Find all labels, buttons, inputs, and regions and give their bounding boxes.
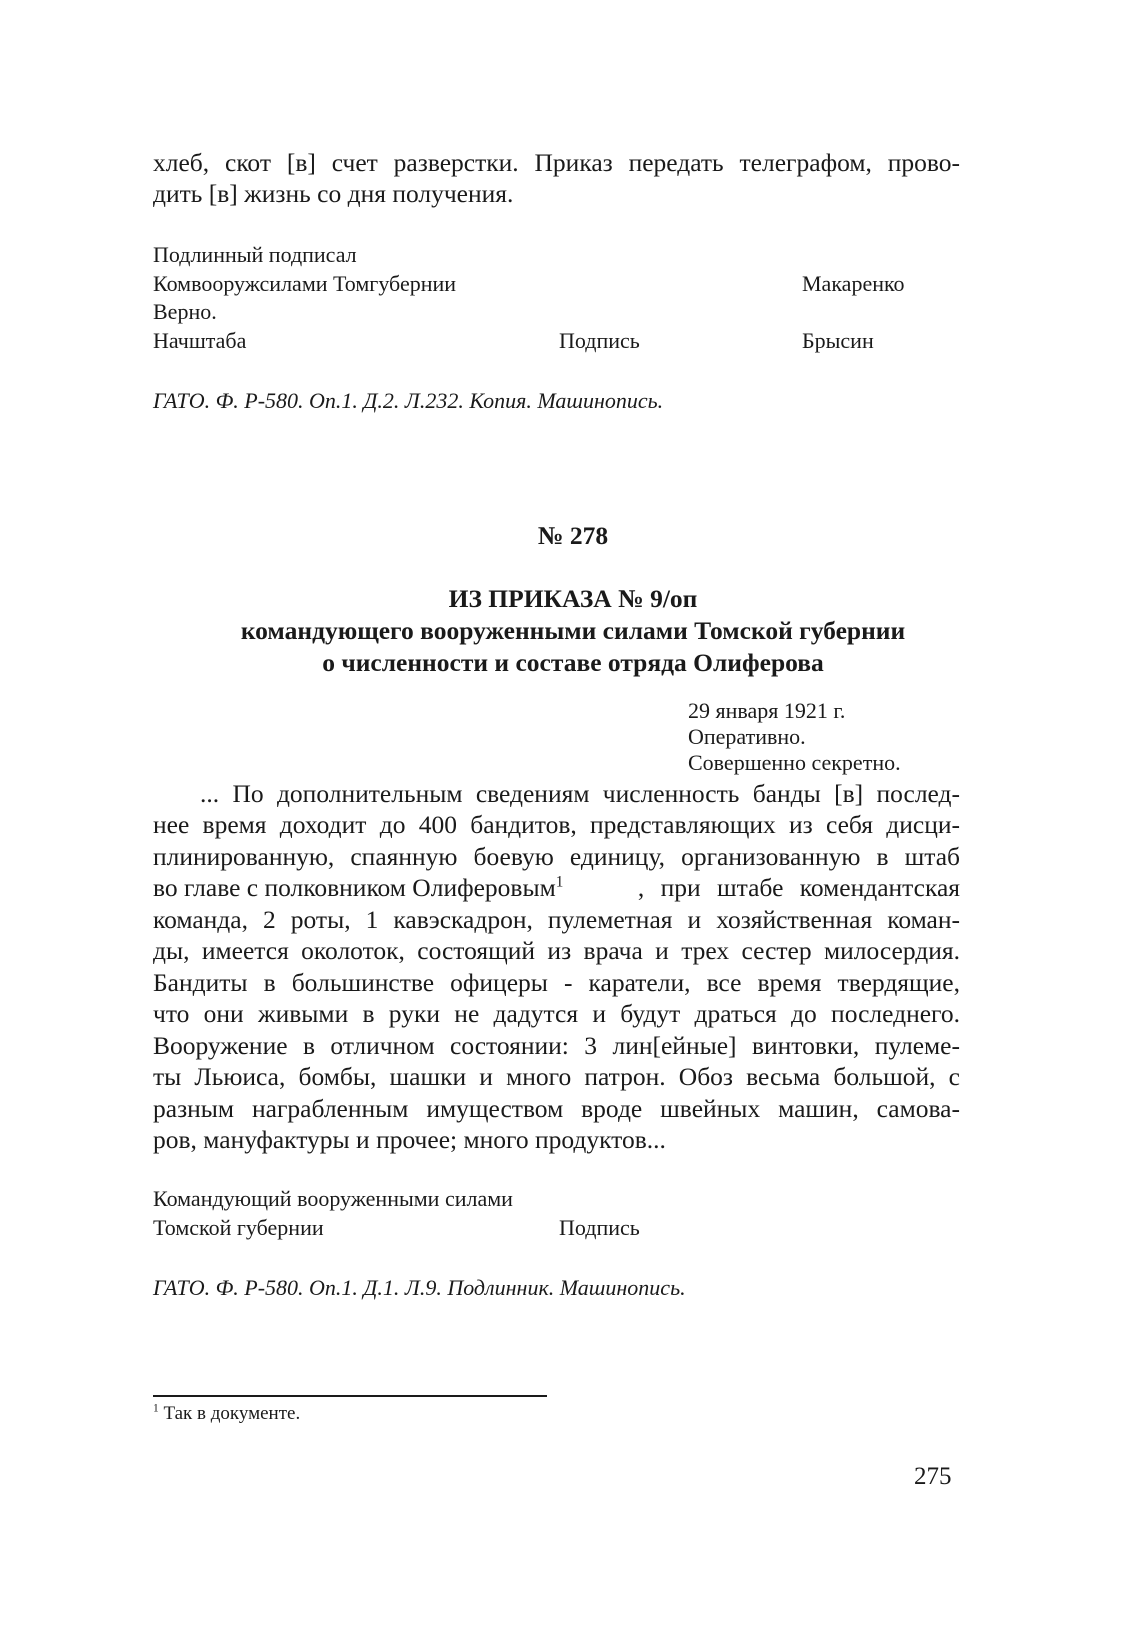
document-title-line-1: ИЗ ПРИКАЗА № 9/оп — [448, 584, 698, 613]
body-line-2: нее время доходит до 400 бандитов, представляющих из себя дисци- — [153, 810, 960, 839]
document-date: 29 января 1921 г. — [688, 698, 846, 723]
document-note-operative: Оперативно. — [688, 724, 806, 749]
footnote — [153, 1403, 300, 1425]
prev-sig-commander-title: Комвооружсилами Томгубернии — [153, 271, 457, 296]
document-title-line-3: о численности и составе отряда Олиферова — [322, 648, 824, 677]
body-line-9: Вооружение в отличном состоянии: 3 лин[ейные] винтовки, пулеме- — [153, 1031, 960, 1060]
prev-sig-chief-title: Начштаба — [153, 328, 247, 353]
body-line-5: команда, 2 роты, 1 кавэскадрон, пулеметная и хозяйственная коман- — [153, 905, 960, 934]
footnote-reference: 1 — [555, 873, 564, 891]
page-number: 275 — [914, 1463, 952, 1490]
body-line-4b: , при штабе комендантская — [637, 873, 960, 902]
body-line-10: ты Льюиса, бомбы, шашки и много патрон. Обоз весьма большой, с — [153, 1062, 960, 1091]
document-number: № 278 — [537, 521, 609, 550]
doc-sig-line-1: Командующий вооруженными силами — [153, 1186, 513, 1211]
prev-text-line-1: хлеб, скот [в] счет разверстки. Приказ передать телеграфом, прово- — [153, 148, 960, 177]
body-line-7: Бандиты в большинстве офицеры - каратели, все время твердящие, — [153, 968, 960, 997]
prev-sig-chief-name: Брысин — [802, 328, 874, 353]
prev-sig-original: Подлинный подписал — [153, 242, 357, 267]
body-line-3: плинированную, спаянную боевую единицу, организованную в штаб — [153, 842, 960, 871]
footnote-separator — [153, 1395, 547, 1397]
prev-sig-verno: Верно. — [153, 299, 217, 324]
prev-text-line-2: дить [в] жизнь со дня получения. — [153, 179, 514, 208]
prev-archive-source: ГАТО. Ф. Р-580. Оп.1. Д.2. Л.232. Копия. Машинопись. — [153, 388, 664, 413]
body-line-1: ... По дополнительным сведениям численность банды [в] послед- — [200, 779, 960, 808]
document-title-line-2: командующего вооруженными силами Томской губернии — [240, 616, 906, 645]
doc-sig-mark: Подпись — [559, 1215, 640, 1240]
prev-sig-chief-mark: Подпись — [559, 328, 640, 353]
doc-sig-line-2: Томской губернии — [153, 1215, 324, 1240]
body-line-11: разным награбленным имуществом вроде швейных машин, самова- — [153, 1094, 960, 1123]
body-line-4-text: во главе с полковником Олиферовым — [153, 873, 556, 902]
footnote-text: Так в документе. — [163, 1403, 301, 1424]
prev-sig-commander-name: Макаренко — [802, 271, 905, 296]
body-line-8: что они живыми в руки не дадутся и будут драться до последнего. — [153, 999, 960, 1028]
body-line-12: ров, мануфактуры и прочее; много продуктов... — [153, 1125, 666, 1154]
footnote-mark: 1 — [153, 1402, 159, 1415]
body-line-6: ды, имеется околоток, состоящий из врача и трех сестер милосердия. — [153, 936, 960, 965]
body-line-4a — [153, 872, 563, 904]
document-note-secret: Совершенно секретно. — [688, 750, 901, 775]
document-archive-source: ГАТО. Ф. Р-580. Оп.1. Д.1. Л.9. Подлинник. Машинопись. — [153, 1275, 686, 1300]
